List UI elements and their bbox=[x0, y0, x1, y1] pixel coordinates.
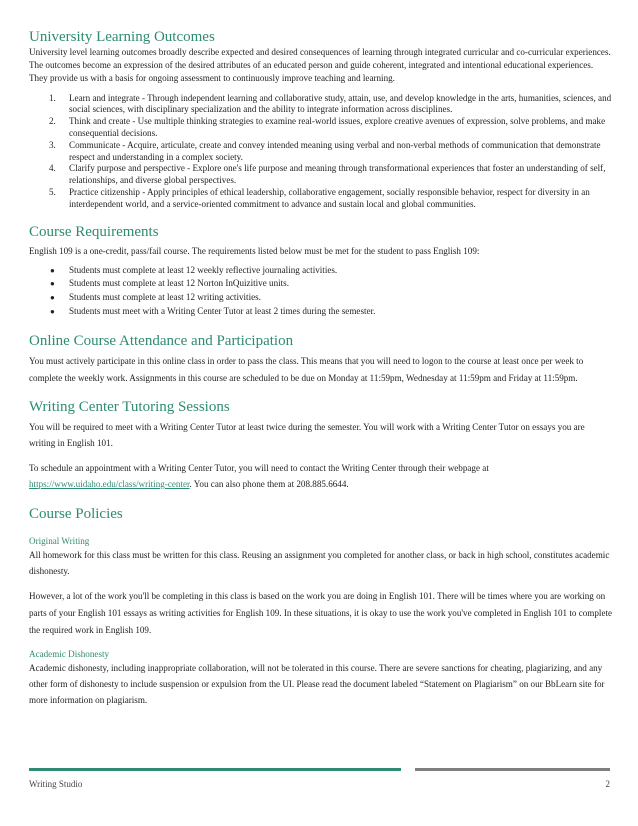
attendance-text: You must actively participate in this online class in order to pass the class. This means that you will need to logon to the course at least once per week to complete the weekly work. Assignments in this course are scheduled to be due on Monday at 11:59pm, Wednesday at 11:59pm and Friday at 11:59pm. bbox=[29, 356, 584, 383]
original-writing-subheading: Original Writing bbox=[29, 536, 90, 547]
tutoring-p1: You will be required to meet with a Writing Center Tutor at least twice during the semester. You will work with a Writing Center Tutor on essays you are writing in English 101. bbox=[29, 422, 585, 449]
writing-center-link[interactable]: https://www.uidaho.edu/class/writing-center bbox=[29, 479, 190, 490]
outcomes-list bbox=[29, 93, 613, 211]
original-writing-p2: However, a lot of the work you'll be completing in this class is based on the work you are doing in English 101. There will be times where you are working on parts of your English 101 essays as writing activities for English 109. In these situations, it is okay to use the work you've completed in English 101 to complete the required work in English 109. bbox=[29, 591, 613, 635]
list-item: ● Students must complete at least 12 Norton InQuizitive units. bbox=[29, 277, 613, 291]
bullet-icon: ● bbox=[50, 306, 55, 316]
bullet-icon: ● bbox=[50, 293, 55, 303]
list-item: ● Students must complete at least 12 writing activities. bbox=[29, 291, 613, 305]
bullet-icon: ● bbox=[50, 265, 55, 275]
document-page bbox=[29, 28, 613, 709]
list-item: 2. Think and create - Use multiple thinking strategies to examine real-world issues, explore creative avenues of expression, solve problems, and make consequential decisions. bbox=[49, 116, 606, 138]
outcomes-intro: University level learning outcomes broadly describe expected and desired consequences of learning through integrated curricular and co-curricular experiences. The outcomes become an expression of the desired attributes of an educated person and guide coherent, integrated and intentional educational experiences. They provide us with a basis for ongoing assessment to continuously improve teaching and learning. bbox=[29, 47, 611, 84]
list-item: ● Students must complete at least 12 weekly reflective journaling activities. bbox=[29, 264, 613, 278]
tutoring-p2: To schedule an appointment with a Writing Center Tutor, you will need to contact the Writing Center through their webpage at https://www.uidaho.edu/class/writing-center. You can also phone them at 208.885.6644. bbox=[29, 463, 489, 490]
requirements-list bbox=[29, 264, 613, 318]
academic-dishonesty-subheading: Academic Dishonesty bbox=[29, 649, 110, 660]
policies-heading: Course Policies bbox=[29, 506, 123, 523]
tutoring-heading: Writing Center Tutoring Sessions bbox=[29, 399, 230, 416]
bullet-icon: ● bbox=[50, 279, 55, 289]
list-item: ● Students must meet with a Writing Center Tutor at least 2 times during the semester. bbox=[29, 305, 613, 319]
requirements-intro: English 109 is a one-credit, pass/fail course. The requirements listed below must be met for the student to pass English 109: bbox=[29, 245, 480, 256]
list-item: 3. Communicate - Acquire, articulate, create and convey intended meaning using verbal and non-verbal methods of communication that demonstrate respect and understanding in a complex society. bbox=[49, 139, 601, 162]
list-item: 5. Practice citizenship - Apply principles of ethical leadership, collaborative engagement, socially responsible behavior, respect for diversity in an interdependent world, and a service-oriented commitment to advance and sustain local and global communities. bbox=[49, 186, 590, 209]
requirements-heading: Course Requirements bbox=[29, 223, 159, 240]
list-item: 1. Learn and integrate - Through independent learning and collaborative study, attain, use, and develop knowledge in the arts, humanities, sciences, and social sciences, with disciplinary specialization and the ability to integrate information across disciplines. bbox=[49, 92, 612, 115]
list-item: 4. Clarify purpose and perspective - Explore one's life purpose and meaning through transformational experiences that foster an understanding of self, relationships, and diverse global perspectives. bbox=[49, 163, 606, 186]
attendance-heading: Online Course Attendance and Participation bbox=[29, 333, 294, 350]
footer-title: Writing Studio bbox=[29, 779, 83, 789]
footer-divider-right bbox=[415, 768, 610, 771]
academic-dishonesty-p: Academic dishonesty, including inappropriate collaboration, will not be tolerated in this course. There are severe sanctions for cheating, plagiarizing, and any other form of dishonesty to include suspension or expulsion from the UI. Please read the document labeled “Statement on Plagiarism” on our BbLearn site for more information on plagiarism. bbox=[29, 663, 605, 706]
outcomes-heading: University Learning Outcomes bbox=[29, 29, 215, 45]
original-writing-p1: All homework for this class must be written for this class. Reusing an assignment you completed for another class, or back in high school, constitutes academic dishonesty. bbox=[29, 550, 610, 576]
page-number: 2 bbox=[605, 779, 610, 789]
footer-divider-left bbox=[29, 768, 401, 771]
